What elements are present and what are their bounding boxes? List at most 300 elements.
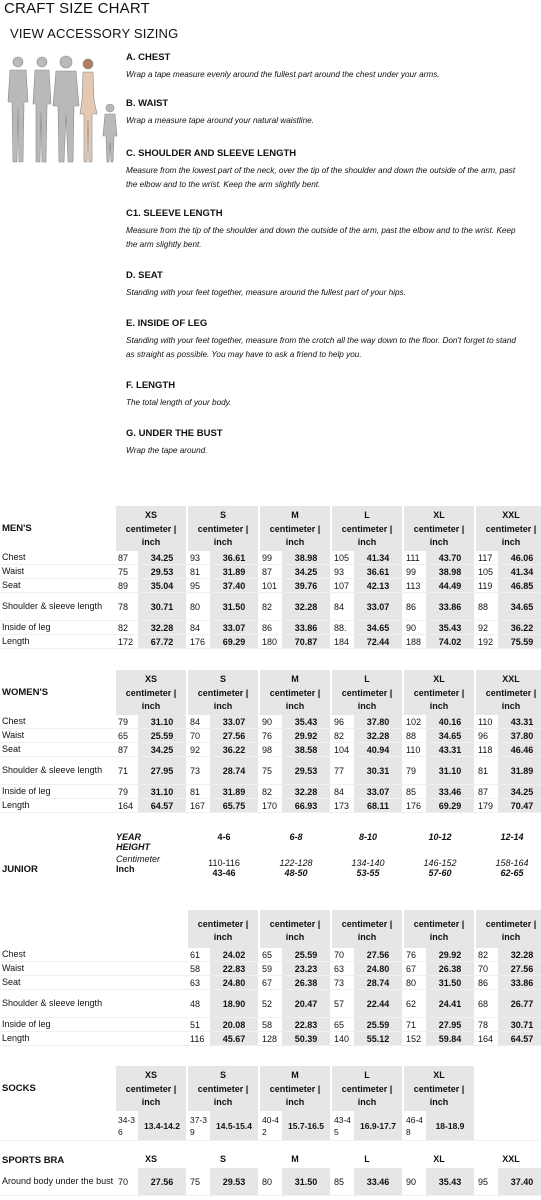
cm-value: 98: [262, 744, 273, 755]
measurement-cell: [332, 621, 404, 634]
cm-value: 176: [406, 800, 422, 811]
measurement-cell: [260, 551, 332, 564]
measurement-cell: [476, 593, 541, 620]
cm-value: 65: [334, 1019, 345, 1030]
junior-age-column: [476, 828, 541, 878]
measurement-cell: [404, 729, 476, 742]
size-column-header: [404, 910, 474, 948]
measurement-cell: [188, 962, 260, 975]
cm-value: 77: [334, 765, 345, 776]
inch-value: 24.80: [210, 976, 258, 989]
inch-value: 20.08: [210, 1018, 258, 1031]
page-title: CRAFT SIZE CHART: [4, 0, 150, 17]
cm-value: 140: [334, 1033, 350, 1044]
cm-value: 79: [118, 716, 129, 727]
measurement-cell: [404, 551, 476, 564]
measurement-cell: [404, 593, 476, 620]
row-label: Waist: [2, 566, 25, 576]
cm-value: 84: [190, 716, 201, 727]
inch-value: 36.61: [354, 565, 402, 578]
measurement-cell: [404, 785, 476, 798]
cm-value: 82: [478, 949, 489, 960]
socks-size-table: [0, 1066, 541, 1141]
table-row: [0, 757, 541, 785]
measurement-cell: [260, 621, 332, 634]
cm-value: 99: [406, 566, 417, 577]
cm-value: 70: [478, 963, 489, 974]
table-row: [0, 579, 541, 593]
inch-value: 34.25: [282, 565, 330, 578]
cm-value: 58: [262, 1019, 273, 1030]
measurement-item: [126, 270, 526, 300]
cm-value: 85: [406, 786, 417, 797]
junior-age-column: [404, 828, 476, 878]
measurement-cell: [260, 962, 332, 975]
cm-value: 87: [478, 786, 489, 797]
measurement-item: [126, 380, 526, 410]
table-row: [0, 990, 541, 1018]
measurement-cell: [332, 990, 404, 1017]
measurement-cell: [260, 593, 332, 620]
size-name: M: [291, 1154, 299, 1164]
inch-value: 43.31: [498, 715, 541, 728]
measurement-heading: E. INSIDE OF LEG: [126, 318, 208, 329]
cm-value: 113: [406, 580, 421, 591]
inch-value: 22.44: [354, 990, 402, 1017]
size-column-header: [332, 1066, 402, 1111]
inch-value: 24.80: [354, 962, 402, 975]
measurement-cell: [188, 593, 260, 620]
table-row: [0, 621, 541, 635]
inch-value: 50.39: [282, 1032, 330, 1045]
measurement-description: Measure from the lowest part of the neck, over the tip of the shoulder and down the outside of the arm, past the elbow and to the wrist. Keep the arm slightly bent.: [126, 166, 516, 189]
cm-value: 76: [262, 730, 273, 741]
measurement-cell: [332, 579, 404, 592]
row-label: Seat: [2, 580, 21, 590]
unit-label: centimeter | inch: [125, 688, 177, 711]
size-column-header: [404, 1152, 474, 1168]
measurement-cell: [116, 715, 188, 728]
unit-label: centimeter | inch: [341, 919, 393, 942]
measurement-cell: [188, 565, 260, 578]
row-label: Inside of leg: [2, 786, 51, 796]
measurement-cell: [260, 948, 332, 961]
junior-height-cm: 146-152: [423, 858, 457, 868]
inch-value: 37.40: [498, 1168, 541, 1195]
measurement-heading: C. SHOULDER AND SLEEVE LENGTH: [126, 148, 297, 159]
cm-value: 92: [478, 622, 489, 633]
table-header-row: [0, 670, 541, 715]
cm-value: 81: [478, 765, 489, 776]
measurement-description: The total length of your body.: [126, 398, 232, 407]
inch-value: 31.50: [426, 976, 474, 989]
row-label: Around body under the bust: [2, 1176, 114, 1186]
junior-age: 10-12: [428, 832, 452, 842]
measurement-cell: [332, 1018, 404, 1031]
cm-value: 179: [478, 800, 494, 811]
cm-value: 43-45: [334, 1114, 352, 1137]
inch-value: 30.71: [138, 593, 186, 620]
size-column-header: [260, 1066, 330, 1111]
inch-value: 25.59: [354, 1018, 402, 1031]
inch-value: 31.10: [138, 715, 186, 728]
inch-value: 68.11: [354, 799, 402, 812]
measurement-cell: [188, 1018, 260, 1031]
cm-value: 70: [334, 949, 345, 960]
womens-size-table: [0, 670, 541, 813]
inch-value: 25.59: [282, 948, 330, 961]
size-name: S: [219, 1154, 226, 1164]
measurement-cell: [476, 990, 541, 1017]
cm-value: 172: [118, 636, 134, 647]
cm-value: 86: [406, 601, 417, 612]
measurement-cell: [404, 743, 476, 756]
measurement-cell: [404, 565, 476, 578]
measurement-description: Wrap the tape around.: [126, 446, 208, 455]
unit-label: centimeter | inch: [269, 688, 321, 711]
unit-label: centimeter | inch: [413, 524, 465, 547]
cm-value: 67: [406, 963, 417, 974]
table-row: [0, 962, 541, 976]
cm-value: 82: [262, 786, 273, 797]
measurement-cell: [188, 785, 260, 798]
measurement-cell: [188, 1168, 260, 1195]
size-name: L: [364, 1154, 370, 1164]
size-column-header: [404, 1066, 474, 1111]
measurement-cell: [332, 715, 404, 728]
table-row: [0, 593, 541, 621]
measurement-cell: [116, 1111, 188, 1140]
inch-value: 27.56: [498, 962, 541, 975]
size-name: M: [291, 674, 299, 684]
row-label: Inside of leg: [2, 622, 51, 632]
inch-value: 67.72: [138, 635, 186, 648]
unit-label: centimeter | inch: [269, 919, 321, 942]
cm-value: 89: [118, 580, 129, 591]
cm-value: 70: [190, 730, 201, 741]
cm-value: 87: [262, 566, 273, 577]
inch-value: 27.56: [354, 948, 402, 961]
inch-value: 27.56: [210, 729, 258, 742]
measurement-cell: [476, 743, 541, 756]
table-row: [0, 1168, 541, 1196]
inch-value: 26.38: [426, 962, 474, 975]
inch-value: 46.46: [498, 743, 541, 756]
inch-value: 26.77: [498, 990, 541, 1017]
cm-value: 101: [262, 580, 278, 591]
size-column-header: [260, 910, 330, 948]
inch-value: 43.70: [426, 551, 474, 564]
measurement-cell: [476, 1032, 541, 1045]
cm-value: 167: [190, 800, 206, 811]
measurement-cell: [332, 785, 404, 798]
measurement-cell: [116, 593, 188, 620]
cm-value: 82: [118, 622, 129, 633]
cm-value: 176: [190, 636, 206, 647]
cm-value: 71: [118, 765, 129, 776]
size-name: S: [219, 674, 226, 684]
cm-value: 84: [334, 786, 345, 797]
measurement-cell: [404, 976, 476, 989]
cm-value: 67: [262, 977, 273, 988]
sports-bra-size-table: [0, 1152, 541, 1196]
measurement-cell: [188, 621, 260, 634]
cm-value: 84: [334, 601, 345, 612]
cm-value: 180: [262, 636, 278, 647]
measurement-cell: [404, 757, 476, 784]
table-row: [0, 743, 541, 757]
measurement-cell: [260, 976, 332, 989]
inch-value: 38.98: [426, 565, 474, 578]
inch-value: 40.94: [354, 743, 402, 756]
inch-value: 29.53: [282, 757, 330, 784]
unit-label: centimeter | inch: [413, 1084, 465, 1107]
measurement-cell: [476, 962, 541, 975]
section-label: SPORTS BRA: [2, 1154, 65, 1166]
cm-value: 88: [478, 601, 489, 612]
inch-value: 34.65: [354, 621, 402, 634]
measurement-cell: [332, 551, 404, 564]
row-label: Shoulder & sleeve length: [2, 601, 103, 611]
table-row: [0, 948, 541, 962]
size-name: XS: [144, 1154, 157, 1164]
inch-value: 64.57: [138, 799, 186, 812]
measurement-cell: [260, 1111, 332, 1140]
measurement-heading: G. UNDER THE BUST: [126, 428, 223, 439]
inch-value: 28.74: [210, 757, 258, 784]
cm-value: 102: [406, 716, 422, 727]
measurement-cell: [332, 799, 404, 812]
measurement-cell: [476, 1168, 541, 1195]
measurement-cell: [260, 579, 332, 592]
inch-value: 22.83: [210, 962, 258, 975]
junior-height-cm: 134-140: [351, 858, 385, 868]
size-name: XXL: [502, 1154, 520, 1164]
junior-height-cm: 122-128: [279, 858, 313, 868]
size-column-header: [188, 910, 258, 948]
measurement-description: Wrap a tape measure evenly around the fullest part around the chest under your arms.: [126, 70, 440, 79]
measurement-cell: [116, 635, 188, 648]
measurement-cell: [260, 743, 332, 756]
cm-value: 80: [406, 977, 417, 988]
measurement-cell: [476, 1018, 541, 1031]
inch-value: 22.83: [282, 1018, 330, 1031]
measurement-cell: [188, 1032, 260, 1045]
measurement-description: Standing with your feet together, measure from the crotch all the way down to the floor. Don't forget to stand as straight as possible. You may have to ask a friend to help you.: [126, 336, 516, 359]
size-name: XL: [433, 674, 445, 684]
cm-value: 188: [406, 636, 422, 647]
measurement-cell: [404, 990, 476, 1017]
inch-value: 44.49: [426, 579, 474, 592]
inch-value: 41.34: [354, 551, 402, 564]
cm-value: 73: [190, 765, 201, 776]
inch-value: 65.75: [210, 799, 258, 812]
measurement-cell: [260, 565, 332, 578]
inch-value: 31.89: [210, 785, 258, 798]
row-label: Shoulder & sleeve length: [2, 998, 103, 1008]
cm-value: 90: [262, 716, 273, 727]
inch-value: 72.44: [354, 635, 402, 648]
row-label: Seat: [2, 977, 21, 987]
cm-value: 52: [262, 998, 273, 1009]
cm-value: 87: [118, 744, 129, 755]
size-column-header: [332, 506, 402, 551]
measurement-cell: [476, 976, 541, 989]
inch-value: 31.89: [498, 757, 541, 784]
measurement-cell: [260, 1168, 332, 1195]
measurement-cell: [260, 1032, 332, 1045]
measurement-description: Wrap a measure tape around your natural waistline.: [126, 116, 314, 125]
inch-value: 34.65: [498, 593, 541, 620]
inch-value: 15.7-16.5: [282, 1111, 330, 1140]
cm-value: 90: [406, 622, 417, 633]
inch-value: 29.92: [426, 948, 474, 961]
junior-year-height-label: YEAR HEIGHT Centimeter Inch: [116, 832, 161, 874]
measurement-cell: [116, 1168, 188, 1195]
measurement-description: Standing with your feet together, measure around the fullest part of your hips.: [126, 288, 406, 297]
cm-value: 63: [190, 977, 201, 988]
measurement-cell: [332, 948, 404, 961]
measurement-cell: [116, 785, 188, 798]
inch-value: 18.90: [210, 990, 258, 1017]
measurement-cell: [404, 1111, 476, 1140]
measurement-cell: [476, 757, 541, 784]
cm-value: 164: [478, 1033, 494, 1044]
measurement-item: [126, 52, 526, 82]
table-header-row: [0, 1066, 541, 1111]
inch-value: 66.93: [282, 799, 330, 812]
inch-value: 14.5-15.4: [210, 1111, 258, 1140]
row-label: Length: [2, 1033, 30, 1043]
size-column-header: [332, 1152, 402, 1168]
inch-value: 70.47: [498, 799, 541, 812]
cm-value: 58: [190, 963, 201, 974]
inch-value: 32.28: [282, 593, 330, 620]
size-name: XXL: [502, 510, 520, 520]
row-label: Chest: [2, 716, 26, 726]
measurement-heading: A. CHEST: [126, 52, 171, 63]
unit-label: centimeter | inch: [269, 524, 321, 547]
table-header-row: [0, 910, 541, 948]
page-subtitle[interactable]: VIEW ACCESSORY SIZING: [10, 26, 179, 41]
junior-height-inch: 57-60: [428, 868, 452, 878]
measurement-cell: [260, 799, 332, 812]
measurement-cell: [188, 990, 260, 1017]
table-row: [0, 635, 541, 649]
cm-value: 86: [262, 622, 273, 633]
cm-value: 90: [406, 1176, 417, 1187]
section-label: MEN'S: [2, 523, 32, 534]
measurement-cell: [188, 757, 260, 784]
size-name: L: [364, 510, 370, 520]
size-column-header: [260, 670, 330, 715]
size-name: XL: [433, 1154, 445, 1164]
inch-value: 33.86: [498, 976, 541, 989]
inch-value: 43.31: [426, 743, 474, 756]
junior-age-column: [332, 828, 404, 878]
cm-value: 93: [190, 552, 201, 563]
cm-value: 87: [118, 552, 129, 563]
section-label-spacer: [0, 910, 188, 948]
cm-value: 70: [118, 1176, 129, 1187]
cm-value: 192: [478, 636, 494, 647]
row-label: Shoulder & sleeve length: [2, 765, 103, 775]
size-column-header: [116, 670, 186, 715]
cm-value: 75: [190, 1176, 201, 1187]
measurement-cell: [404, 948, 476, 961]
size-column-header: [188, 1152, 258, 1168]
unit-label: centimeter | inch: [197, 919, 249, 942]
unit-label: centimeter | inch: [269, 1084, 321, 1107]
cm-value: 164: [118, 800, 134, 811]
cm-value: 46-48: [406, 1114, 424, 1137]
measurement-cell: [332, 729, 404, 742]
row-label: Inside of leg: [2, 1019, 51, 1029]
measurement-cell: [188, 579, 260, 592]
cm-value: 110: [478, 716, 493, 727]
junior-age-column: [188, 828, 260, 878]
inch-value: 74.02: [426, 635, 474, 648]
measurement-cell: [404, 579, 476, 592]
inch-value: 31.10: [426, 757, 474, 784]
table-row: [0, 799, 541, 813]
inch-value: 32.28: [282, 785, 330, 798]
measurement-cell: [188, 635, 260, 648]
cm-value: 62: [406, 998, 417, 1009]
junior-age: 4-6: [217, 832, 231, 842]
cm-value: 37-39: [190, 1114, 208, 1137]
cm-value: 118: [478, 744, 493, 755]
measurement-cell: [116, 621, 188, 634]
cm-value: 88.: [334, 622, 347, 633]
row-label: Chest: [2, 949, 26, 959]
table-header-row: [0, 1152, 541, 1168]
measurement-cell: [116, 729, 188, 742]
measurement-cell: [188, 551, 260, 564]
body-figures-illustration: [4, 50, 122, 168]
inch-value: 38.58: [282, 743, 330, 756]
junior-height-cm: 110-116: [208, 858, 240, 868]
inch-value: 34.25: [138, 743, 186, 756]
cm-value: 92: [190, 744, 201, 755]
unit-label: centimeter | inch: [125, 1084, 177, 1107]
cm-value: 48: [190, 998, 201, 1009]
inch-value: 33.46: [426, 785, 474, 798]
inch-value: 55.12: [354, 1032, 402, 1045]
measurement-cell: [332, 1168, 404, 1195]
inch-value: 35.43: [426, 1168, 474, 1195]
cm-value: 128: [262, 1033, 278, 1044]
inch-value: 23.23: [282, 962, 330, 975]
cm-value: 86: [478, 977, 489, 988]
inch-value: 33.07: [210, 715, 258, 728]
inch-value: 59.84: [426, 1032, 474, 1045]
inch-value: 45.67: [210, 1032, 258, 1045]
inch-value: 42.13: [354, 579, 402, 592]
size-name: XL: [433, 510, 445, 520]
unit-label: centimeter | inch: [341, 524, 393, 547]
table-row: [0, 1018, 541, 1032]
size-column-header: [116, 1066, 186, 1111]
measurement-cell: [332, 1111, 404, 1140]
measurement-cell: [116, 565, 188, 578]
table-row: [0, 729, 541, 743]
inch-value: 18-18.9: [426, 1111, 474, 1140]
measurement-cell: [332, 593, 404, 620]
table-row: [0, 1032, 541, 1046]
cm-value: 57: [334, 998, 345, 1009]
measurement-cell: [332, 635, 404, 648]
